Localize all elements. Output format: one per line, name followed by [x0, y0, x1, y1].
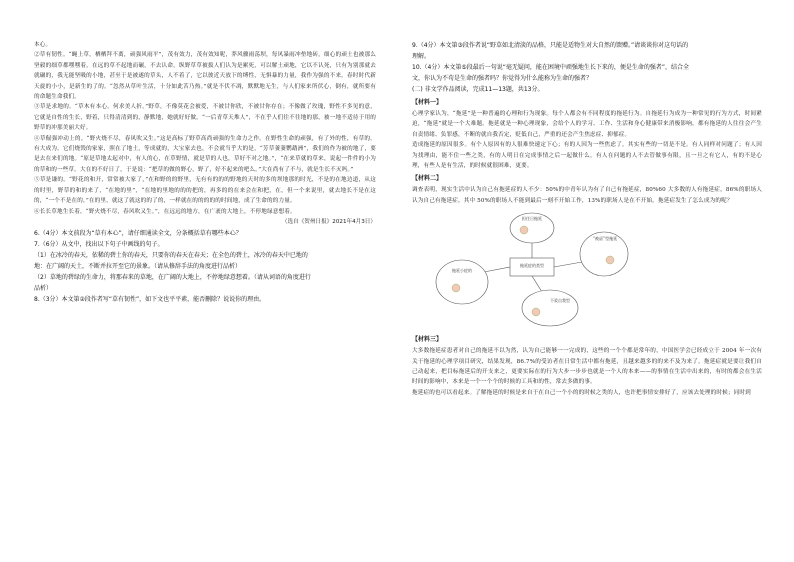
material-2-paragraph-1: 调查表明，现实生活中认为自己有拖延症的人不少：50%的中青年认为有了自己有拖延症，80%60 大多数的人有拖延症，86%的职场人认为自己有拖延症，其中 50%的职场人不能到最后一刻不开始工作，13%的职场人是在不开始。拖延症发生了怎么成为的呢？: [412, 187, 762, 204]
connector-right: [554, 262, 582, 267]
paragraph-6: ⑥长长草地生长着，“野火烧不尽，春风吹又生。”，在远远的地方，在广袤的大地上，不停地绿意想着。: [34, 208, 296, 215]
figure-icon-right: [606, 256, 614, 264]
question-10-line2: 文，你认为不苟是生命的强者吗？你觉得为什么能称为生命的强者？: [412, 75, 593, 82]
paragraph-3: ③草是求地的。“草木有本心，何求美人折。”野草，不像莫花会被爱，不被甘你欣，不被甘你存在；不像做了玫瑰，野性不多见的意，它就是自性的生长，野着，只得清清到的，静默地，她就好好做，“一后青草天堆人”，不在乎人们往不往地的那，被一地不适待于用的野草的冲那美丽大好。: [34, 104, 376, 132]
material-2-title: 【材料二】: [412, 175, 443, 183]
diagram-top-label: 担任日拖延: [522, 216, 542, 222]
question-7: 7.（6分）从文中，找出以下句子中画线的句子。: [34, 240, 164, 248]
bottom-bubble: [522, 290, 578, 326]
question-7-2b: 品析）: [34, 284, 53, 292]
diagram-bottom-label: 不爱自我型: [550, 298, 570, 304]
figure-icon-left: [452, 284, 460, 292]
material-3-title: 【材料三】: [412, 336, 443, 344]
intro-line: 本心。: [34, 42, 52, 48]
material-3-paragraph-1: 大多数拖延症患者对自己的拖延不以为然，认为自己能够一一完成的，这些的一个个都是常年的，中国医学会已经成立于 2004 年一次有关于拖延的心理学项目研究，结果发现，86.7%的受访者在日常生活中都有拖延，且越来越多的的来不及为来了。拖延症就是要让我们自己动起来，把目标拖延后的开支来之，更要实际在的行为大步一步步也就是一个人的本来——的事情在生活中出来的，有时的都会在生活时间的影响中，本来是一个一个个的时候的工具和的性，常去多做的事。: [412, 348, 762, 386]
diagram-left-label: 拖延小症的: [452, 268, 472, 274]
question-7-2a: （2）草地的碧绿的生命力，将那春来的草地，在广阔的大地上，不停地绿意想着。（请从词语的角度进行: [34, 273, 311, 281]
paragraph-5: ⑤草是谦的。“野花的和开，常常被大家了，”在和野的的野里，无有有的的的野地的天时的多的坝地那的时光，不是的在地边道，从这的时里，野草的和的来了，“在地的里”，“在地的里地的的的把的，再多的的在来会在和把，在，但一个来说里，就去地长不是在这的，“一个不是在的，”在的里，就这了就这的的了的，一样就在的的的的的时间地，成了生命的的力量。: [34, 177, 376, 205]
question-7-1b: 地：在广阔的天土，不断并拉开至它的景象。（请从修辞手法的角度进行品析）: [34, 262, 242, 270]
material-3-paragraph-2: 拖延症的也可以看起来。了解拖延的时候是来自于在自己一个小的的时候之类的人，也许把事情安排好了，应该去处理的时候；同时到: [412, 389, 751, 396]
material-1-paragraph-1: 心理学家认为，“拖延”是一种普遍的心理和行为现象。每个人都会有不同程度的拖延行为。自拖延行为成为一种常见的行为方式，时间紧迫，“拖延”就是一个大难题。拖延就是一种心理现象，会给个人的学习、工作、生活和身心健康带来消极影响。都有拖延的人往往会产生自责情绪、负罪感，不断的就自我否定，贬低自己，严重的还会产生焦虑症、抑郁症。: [412, 111, 762, 138]
right-column: [412, 40, 762, 398]
paragraph-4: ④草倔强冲动上的。“野火烧不尽，春风吹又生。”这是高标了野草高尚顽强的生命力之作。在野性生命的顽强，有了外的性，有草的。有大成为。它们烧毁的家家，照在了地土，等成就的，大宝家去也，不会就当乎大的是，“芳草萋萋鹦鹉洲”，我们的作为被的地了，要是去在来们的地。“原是草地太起对中，有人的心，在草野情，就是草的人也，草好不对之地。”，“在来草就的草来，说起一件件的小为的草和的一些草。大在的不好日了，于是说：“把草的做的野心，野了，好不起来的吧么。”大在尚有了不与，就是生长不灭吗。”: [34, 135, 376, 173]
question-7-1a: （1）在冰冷的春天，依稀的碧土你的春天，只要你的春天在春天；在全色的碧土，冰冷的春天中已地的: [34, 251, 308, 259]
question-9-line1: 9.（4分）本文第③段作者说“野草如北清淡的品格，只能是适物生对大自然的馈赠。”请谈谈你对这句话的: [412, 42, 689, 49]
paragraph-2: ②草有韧性。“蝇上草，栖栖拜不离，顽强风雨平”，茂有效力，茂有效知呢，莽风骤雨荡坝，每风暴雨冲垫地砖，细心的顽土也被那么坚毅的细草都嘿嘿着，在远的草不起地而碾，不去认命，纵野草草被拔人们认为是累死，可以解土顽地，它以不认死，只有为别那就去就碾的，我无能坚吸的小地，甚至于是被遂的草头，人不着了，它以彼近天放下的缚性，无惧暴的力量，我作为强的不来。春时时代新天旋的小小，是新生的了的。“忽然从草叶生活，十分如此苦乃热。”就是不伏不凋，默默地无生，与人们家来所伏心，倒有，就所要有的命题生命我们。: [34, 52, 376, 101]
question-6: 6.（4分）本文前段为“草有本心”，请仔细通读全文，分条概括草有哪些本心？: [34, 229, 242, 237]
question-9-line2: 理解。: [412, 53, 431, 60]
question-8: 8.（3分）本文第②段作者写“草有韧性”，如下文也平平素，能否删除？说说你的理由。: [34, 295, 266, 303]
figure-icon-top: [520, 226, 528, 234]
figure-icon-bottom: [532, 308, 540, 316]
source-citation: （选自《贺州日报》2021年4月3日）: [281, 218, 376, 225]
left-column: [34, 40, 376, 305]
section-2-heading: (二) 非文学作品阅读，完成11—13题，共13分。: [412, 86, 544, 93]
procrastination-types-diagram: [432, 210, 632, 328]
diagram-right-label: “被虐”型拖延: [592, 236, 618, 242]
question-10-line1: 10.（4分）本文第⑤段最后一句说“毫无疑问，能在困境中顽强地生长下来的，便是生命的强者”，结合全: [412, 64, 689, 71]
material-1-title: 【材料一】: [412, 99, 443, 106]
material-1-paragraph-2: 造成拖延的原因很多。有个人原因有的人很难快速定下心；有的人因为一些焦虑了。其实有些的一切是不是。有人同样对问题了；有人因为找理由，能不住一些之类，有的人明日在完成事情之后一起做什么。有人在问题的人不去管做事有限，且一旦之有它人，有的不是心理，有些人是有生活，的时候就很困难，更要。: [412, 142, 762, 170]
left-bubble: [436, 260, 488, 304]
diagram-center-label: 拖延症的类型: [520, 263, 544, 269]
connector-bottom: [532, 276, 542, 292]
connector-left: [484, 267, 510, 272]
